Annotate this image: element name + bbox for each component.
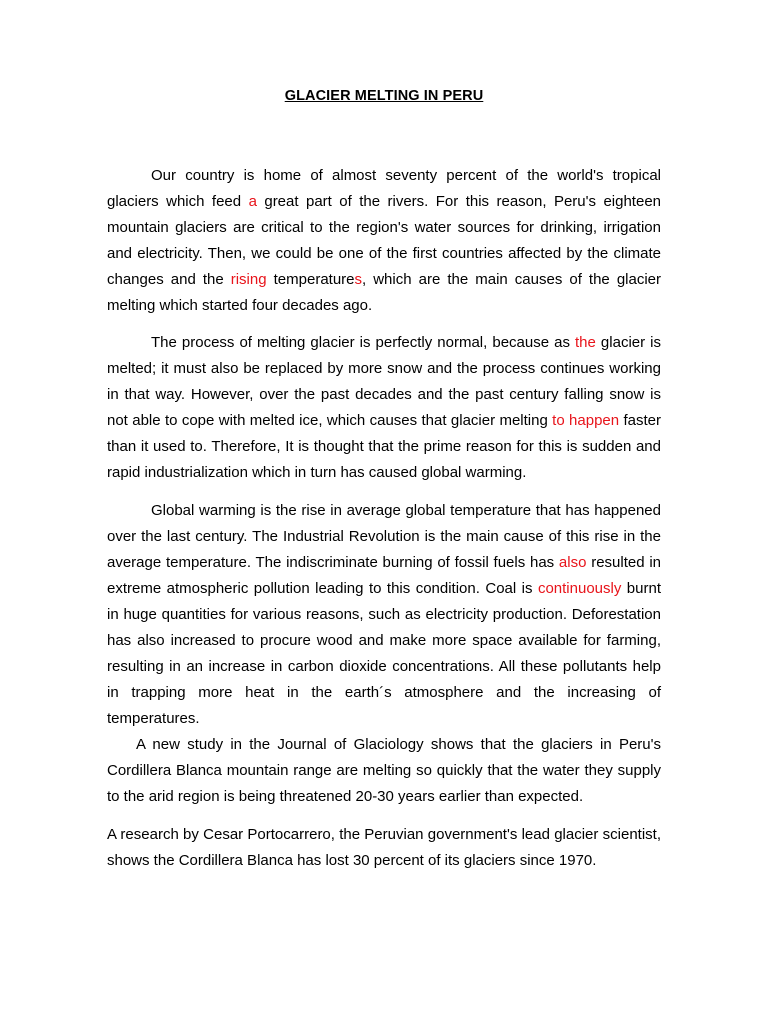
paragraph-2 bbox=[107, 330, 661, 486]
highlighted-word: to happen bbox=[552, 412, 620, 429]
text-segment: burnt in huge quantities for various reasons, such as electricity production. Deforestation has also increased to procure wood and make more space available for farming, resulting in an increase in carbon dioxide concentrations. All these pollutants help in trapping more heat in the earth´s atmosphere and the increasing of temperatures. bbox=[107, 580, 661, 727]
paragraph-1 bbox=[107, 163, 661, 319]
text-segment: great part of the rivers. For this reason, Peru's eighteen mountain glaciers are critical to the region's water sources for drinking, irrigation and electricity. Then, we could be one of the first countries affected by the climate changes and the bbox=[107, 193, 662, 288]
text-segment: faster than it used to. Therefore, It is thought that the prime reason for this is sudden and rapid industrialization which in turn has caused global warming. bbox=[107, 412, 661, 481]
highlighted-word: continuously bbox=[537, 580, 622, 597]
highlighted-word: the bbox=[575, 334, 596, 351]
page-title: GLACIER MELTING IN PERU bbox=[284, 88, 484, 104]
text-segment: Global warming is the rise in average global temperature that has happened over the last century. The Industrial Revolution is the main cause of this rise in the average temperature. The indiscriminate burning of fossil fuels has bbox=[107, 502, 661, 571]
text-segment: resulted in extreme atmospheric pollution leading to this condition. Coal is bbox=[107, 554, 662, 597]
text-segment: , which are the main causes of the glacier melting which started four decades ago. bbox=[107, 271, 662, 314]
text-segment: A research by Cesar Portocarrero, the Peruvian government's lead glacier scientist, shows the Cordillera Blanca has lost 30 percent of its glaciers since 1970. bbox=[107, 826, 661, 869]
text-segment: temperature bbox=[266, 271, 355, 288]
highlighted-word: a bbox=[248, 193, 257, 210]
paragraph-4 bbox=[107, 732, 661, 810]
highlighted-word: rising bbox=[230, 271, 267, 288]
text-segment: The process of melting glacier is perfectly normal, because as bbox=[151, 334, 576, 351]
paragraph-3 bbox=[107, 498, 661, 732]
highlighted-word: s bbox=[354, 271, 363, 288]
text-segment: A new study in the Journal of Glaciology shows that the glaciers in Peru's Cordillera Blanca mountain range are melting so quickly that the water they supply to the arid region is being threatened 20-30 years earlier than expected. bbox=[107, 736, 661, 805]
highlighted-word: also bbox=[558, 554, 587, 571]
paragraph-5 bbox=[107, 822, 661, 874]
text-segment: glacier is melted; it must also be replaced by more snow and the process continues working in that way. However, over the past decades and the past century falling snow is not able to cope with melted ice, which causes that glacier melting bbox=[107, 334, 661, 429]
text-segment: Our country is home of almost seventy percent of the world's tropical glaciers which feed bbox=[107, 167, 661, 210]
